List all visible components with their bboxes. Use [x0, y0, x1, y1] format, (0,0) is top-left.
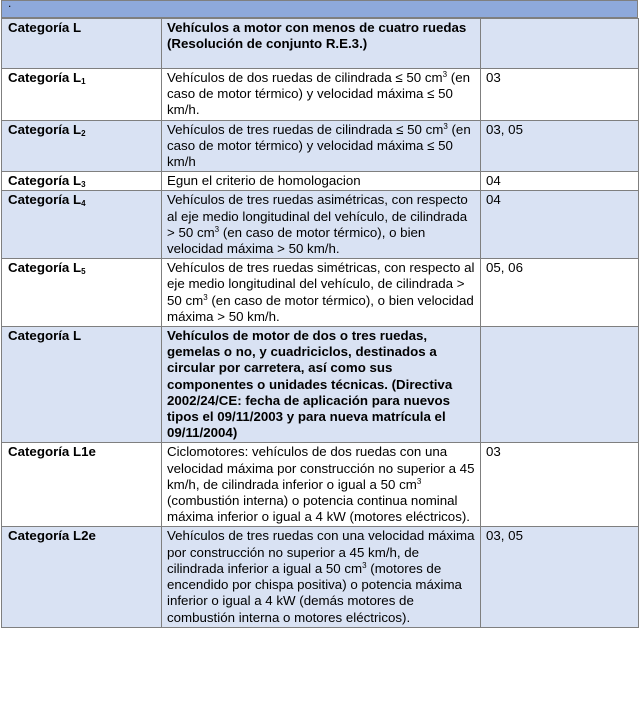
category-cell: Categoría $L_2$ [2, 120, 162, 172]
code-cell: 03, 05 [481, 120, 639, 172]
table-row [2, 120, 639, 172]
description-cell: Vehículos a motor con menos de cuatro ruedas (Resolución de conjunto R.E.3.) [162, 19, 481, 69]
code-cell: 04 [481, 172, 639, 191]
description-cell: Vehículos de tres ruedas con una velocidad máxima por construcción no superior a 45 km/h, de cilindrada inferior a igual a 50 $cm^3$ (motores de encendido por chispa positiva) o potencia máxima inferior o igual a 4 kW (demás motores de combustión interna o motores eléctricos). [162, 527, 481, 627]
table-header-band [1, 0, 638, 18]
description-cell: Vehículos de tres ruedas de cilindrada ≤ 50 $cm^3$ (en caso de motor térmico) y velocidad máxima ≤ 50 km/h [162, 120, 481, 172]
code-cell [481, 19, 639, 69]
description-cell: Vehículos de dos ruedas de cilindrada ≤ 50 $cm^3$ (en caso de motor térmico) y velocidad máxima ≤ 50 km/h. [162, 69, 481, 121]
category-cell: Categoría $L_5$ [2, 259, 162, 327]
code-cell: 03 [481, 443, 639, 527]
category-cell: Categoría L [2, 19, 162, 69]
description-cell: Ciclomotores: vehículos de dos ruedas con una velocidad máxima por construcción no superior a 45 km/h, de cilindrada inferior o igual a 50 $cm^3$ (combustión interna) o potencia continua nominal máxima inferior o igual a 4 kW (motores eléctricos). [162, 443, 481, 527]
table-row [2, 69, 639, 121]
category-cell: Categoría L2e [2, 527, 162, 627]
category-cell: Categoría $L_1$ [2, 69, 162, 121]
description-cell: Egun el criterio de homologacion [162, 172, 481, 191]
description-cell: Vehículos de tres ruedas simétricas, con respecto al eje medio longitudinal del vehículo, de cilindrada > 50 $cm^3$ (en caso de motor térmico), o bien velocidad máxima > 50 km/h. [162, 259, 481, 327]
code-cell [481, 327, 639, 443]
code-cell: 03, 05 [481, 527, 639, 627]
table-row [2, 443, 639, 527]
description-cell: Vehículos de motor de dos o tres ruedas, gemelas o no, y cuadriciclos, destinados a circular por carretera, así como sus componentes o unidades técnicas. (Directiva 2002/24/CE: fecha de aplicación para nuevos tipos el 09/11/2003 y para nueva matrícula el 09/11/2004) [162, 327, 481, 443]
header-marker: . [8, 0, 12, 10]
description-cell: Vehículos de tres ruedas asimétricas, con respecto al eje medio longitudinal del vehículo, de cilindrada > 50 $cm^3$ (en caso de motor térmico), o bien velocidad máxima > 50 km/h. [162, 191, 481, 259]
table-row [2, 327, 639, 443]
code-cell: 05, 06 [481, 259, 639, 327]
table-row [2, 19, 639, 69]
vehicle-category-table [1, 18, 639, 628]
table-row [2, 191, 639, 259]
code-cell: 03 [481, 69, 639, 121]
code-cell: 04 [481, 191, 639, 259]
table-row [2, 527, 639, 627]
table-row [2, 259, 639, 327]
category-cell: Categoría $L_4$ [2, 191, 162, 259]
category-cell: Categoría L1e [2, 443, 162, 527]
category-cell: Categoría $L_3$ [2, 172, 162, 191]
table-row [2, 172, 639, 191]
category-cell: Categoría L [2, 327, 162, 443]
